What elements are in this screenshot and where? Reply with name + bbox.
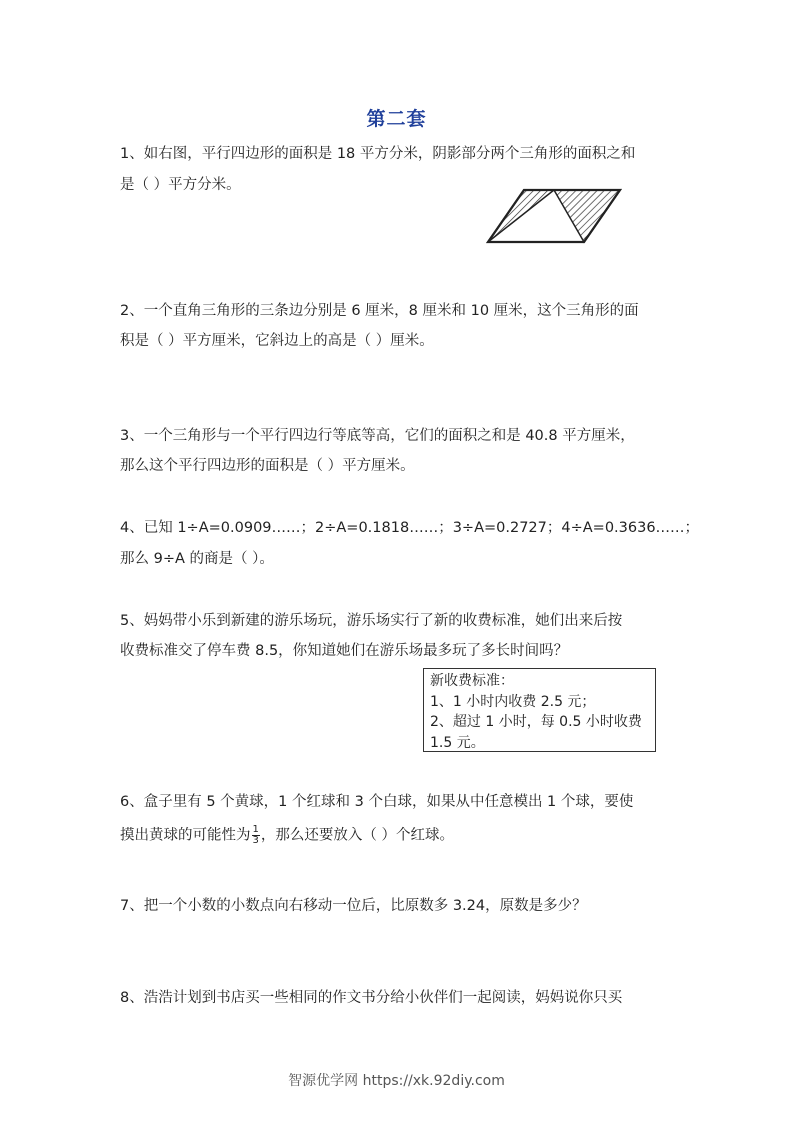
q6-line2	[120, 825, 454, 846]
q5-line2: 收费标准交了停车费 8.5，你知道她们在游乐场最多玩了多长时间吗？	[120, 643, 569, 659]
parallelogram-figure	[486, 188, 622, 244]
fraction-denominator: 3	[252, 835, 259, 846]
fee-box-heading: 新收费标准：	[430, 673, 514, 689]
q6-line2-after: ，那么还要放入（ ）个红球。	[260, 827, 454, 844]
q7-line1: 7、把一个小数的小数点向右移动一位后，比原数多 3.24，原数是多少？	[120, 898, 587, 914]
fee-standard-box	[423, 668, 656, 752]
q1-line2: 是（ ）平方分米。	[120, 177, 241, 193]
q3-line2: 那么这个平行四边形的面积是（ ）平方厘米。	[120, 458, 415, 474]
q5-line1: 5、妈妈带小乐到新建的游乐场玩，游乐场实行了新的收费标准，她们出来后按	[120, 613, 623, 629]
q2-line1: 2、一个直角三角形的三条边分别是 6 厘米，8 厘米和 10 厘米，这个三角形的面	[120, 303, 639, 319]
fee-rule-3: 1.5 元。	[430, 734, 485, 751]
q1-line1: 1、如右图，平行四边形的面积是 18 平方分米，阴影部分两个三角形的面积之和	[120, 146, 636, 162]
q8-line1: 8、浩浩计划到书店买一些相同的作文书分给小伙伴们一起阅读，妈妈说你只买	[120, 990, 623, 1006]
fee-rule-2: 2、超过 1 小时，每 0.5 小时收费	[430, 714, 642, 730]
q3-line1: 3、一个三角形与一个平行四边行等底等高，它们的面积之和是 40.8 平方厘米，	[120, 428, 635, 444]
probability-fraction	[252, 825, 260, 846]
q4-line2: 那么 9÷A 的商是（ ）。	[120, 551, 274, 567]
page-title: 第二套	[366, 108, 427, 130]
footer-watermark: 智源优学网 https://xk.92diy.com	[288, 1073, 505, 1089]
fraction-numerator: 1	[252, 824, 259, 835]
q6-line1: 6、盒子里有 5 个黄球，1 个红球和 3 个白球，如果从中任意模出 1 个球，要使	[120, 794, 634, 810]
q4-line1: 4、已知 1÷A=0.0909……；2÷A=0.1818……；3÷A=0.2727；4÷A=0.3636……；	[120, 520, 700, 536]
fee-rule-1: 1、1 小时内收费 2.5 元；	[430, 693, 596, 710]
q6-line2-before: 摸出黄球的可能性为	[120, 827, 251, 844]
q2-line2: 积是（ ）平方厘米，它斜边上的高是（ ）厘米。	[120, 333, 434, 349]
